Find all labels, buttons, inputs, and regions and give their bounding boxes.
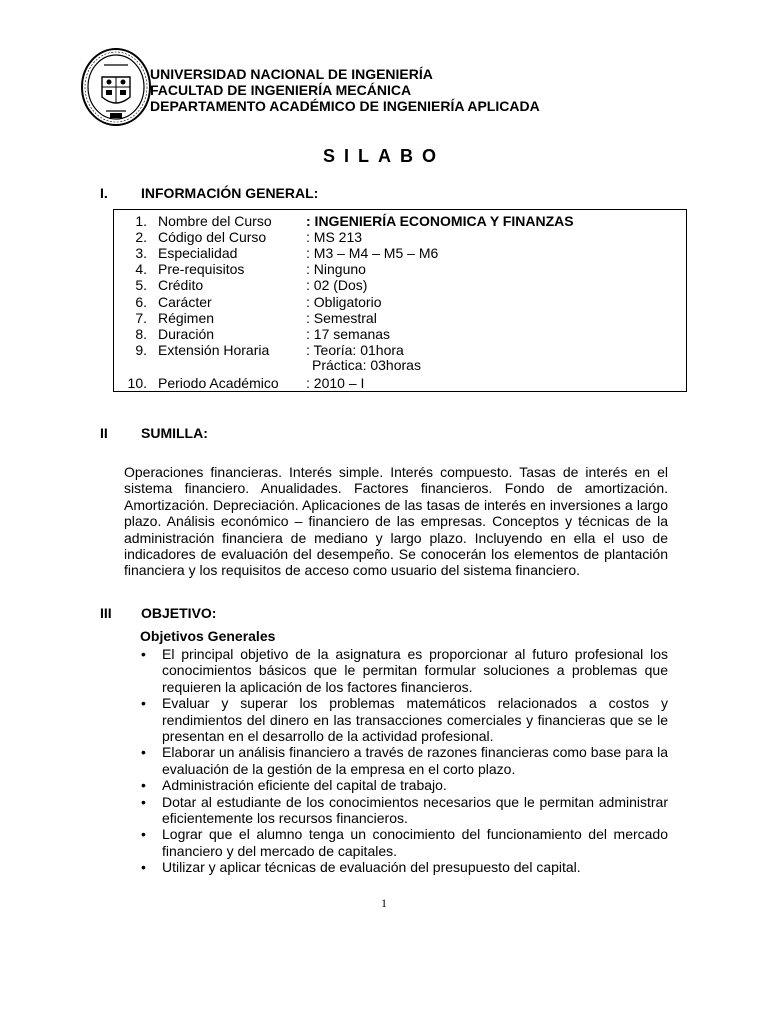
info-row-value: : Obligatorio: [306, 294, 382, 310]
info-row-label: Régimen: [158, 310, 215, 326]
info-row-number: 9.: [135, 342, 147, 358]
bullet-icon: •: [141, 646, 146, 662]
info-row-label: Código del Curso: [158, 229, 267, 245]
info-row-value: : Ninguno: [306, 261, 366, 277]
department-name: DEPARTAMENTO ACADÉMICO DE INGENIERÍA APLICADA: [150, 98, 540, 114]
document-title: SILABO: [322, 146, 445, 166]
info-row-label: Crédito: [158, 277, 204, 293]
info-row-label: Pre-requisitos: [158, 261, 245, 277]
objective-text: El principal objetivo de la asignatura es proporcionar al futuro profesional los conocimientos básicos que le permitan formular soluciones a problemas que requieren la aplicación de los factores financieros.: [162, 646, 668, 695]
summary-paragraph: Operaciones financieras. Interés simple. Interés compuesto. Tasas de interés en el sistema financiero. Anualidades. Factores financieros. Fondo de amortización. Amortización. Depreciación. Aplicaciones de las tasas de interés en inversiones a largo plazo. Análisis económico – financiero de las empresas. Conceptos y técnicas de la administración financiera de mediano y largo plazo. Incluyendo en ella el uso de indicadores de evaluación del desempeño. Se conocerán los elementos de plantación financiera y los requisitos de acceso como usuario del sistema financiero.: [124, 464, 668, 579]
section-2-title: SUMILLA:: [141, 425, 208, 441]
faculty-name: FACULTAD DE INGENIERÍA MECÁNICA: [150, 82, 412, 98]
info-row-label: Carácter: [158, 294, 212, 310]
list-item: [141, 794, 668, 827]
info-row-number: 1.: [135, 213, 147, 229]
bullet-icon: •: [141, 744, 146, 761]
objective-text: Administración eficiente del capital de trabajo.: [162, 777, 447, 794]
objective-text: Dotar al estudiante de los conocimientos necesarios que le permitan administrar eficientemente los recursos financieros.: [162, 793, 668, 827]
info-row-number: 8.: [135, 326, 147, 342]
objective-text: Evaluar y superar los problemas matemáticos relacionados a costos y rendimientos del dinero en las transacciones comerciales y financieras que se le presentan en el desarrollo de la actividad profesional.: [162, 695, 668, 745]
info-row-label: Periodo Académico: [158, 375, 279, 391]
bullet-icon: •: [141, 793, 146, 810]
info-row-value: : MS 213: [306, 229, 363, 245]
info-row-value: : 02 (Dos): [306, 277, 368, 293]
section-3-title: OBJETIVO:: [141, 605, 217, 621]
info-row-number: 5.: [135, 277, 147, 293]
info-row-number: 10.: [127, 375, 147, 391]
list-item: [141, 859, 668, 875]
info-row-number: 2.: [135, 229, 147, 245]
info-row-value: : Teoría: 01hora: [306, 342, 404, 358]
institution-header: [150, 66, 540, 114]
info-row-number: 4.: [135, 261, 147, 277]
objectives-subtitle: Objetivos Generales: [140, 628, 276, 644]
bullet-icon: •: [141, 695, 146, 712]
objective-text: Lograr que el alumno tenga un conocimiento del funcionamiento del mercado financiero y del mercado de capitales.: [162, 826, 668, 859]
info-row-label: Nombre del Curso: [158, 213, 272, 229]
section-2-number: II: [100, 425, 108, 441]
practice-hours-value: Práctica: 03horas: [312, 357, 421, 373]
info-row-value: : 2010 – I: [306, 375, 365, 391]
info-row-value: : M3 – M4 – M5 – M6: [306, 245, 439, 261]
university-seal-logo: [80, 47, 152, 127]
list-item: [141, 744, 668, 777]
bullet-icon: •: [141, 826, 146, 843]
info-row-value: : INGENIERÍA ECONOMICA Y FINANZAS: [306, 213, 574, 229]
list-item: [141, 646, 668, 695]
info-row-number: 7.: [135, 310, 147, 326]
objectives-list: [141, 646, 668, 876]
info-row-value: : 17 semanas: [306, 326, 391, 342]
list-item: [141, 695, 668, 744]
university-name: UNIVERSIDAD NACIONAL DE INGENIERÍA: [150, 66, 433, 82]
info-row-number: 6.: [135, 294, 147, 310]
objective-text: Elaborar un análisis financiero a través de razones financieras como base para la evaluación de la gestión de la empresa en el corto plazo.: [162, 744, 668, 777]
info-row-value: : Semestral: [306, 310, 377, 326]
list-item: [141, 777, 668, 793]
info-row-number: 3.: [135, 245, 147, 261]
section-3-number: III: [100, 605, 112, 621]
section-1-number: I.: [100, 185, 108, 201]
info-row-label: Especialidad: [158, 245, 238, 261]
info-row-label: Duración: [158, 326, 215, 342]
list-item: [141, 826, 668, 859]
bullet-icon: •: [141, 777, 146, 794]
objective-text: Utilizar y aplicar técnicas de evaluación del presupuesto del capital.: [162, 859, 581, 876]
section-1-title: INFORMACIÓN GENERAL:: [141, 185, 319, 201]
info-row-label: Extensión Horaria: [158, 342, 270, 358]
bullet-icon: •: [141, 859, 146, 876]
page-number: 1: [381, 896, 387, 910]
